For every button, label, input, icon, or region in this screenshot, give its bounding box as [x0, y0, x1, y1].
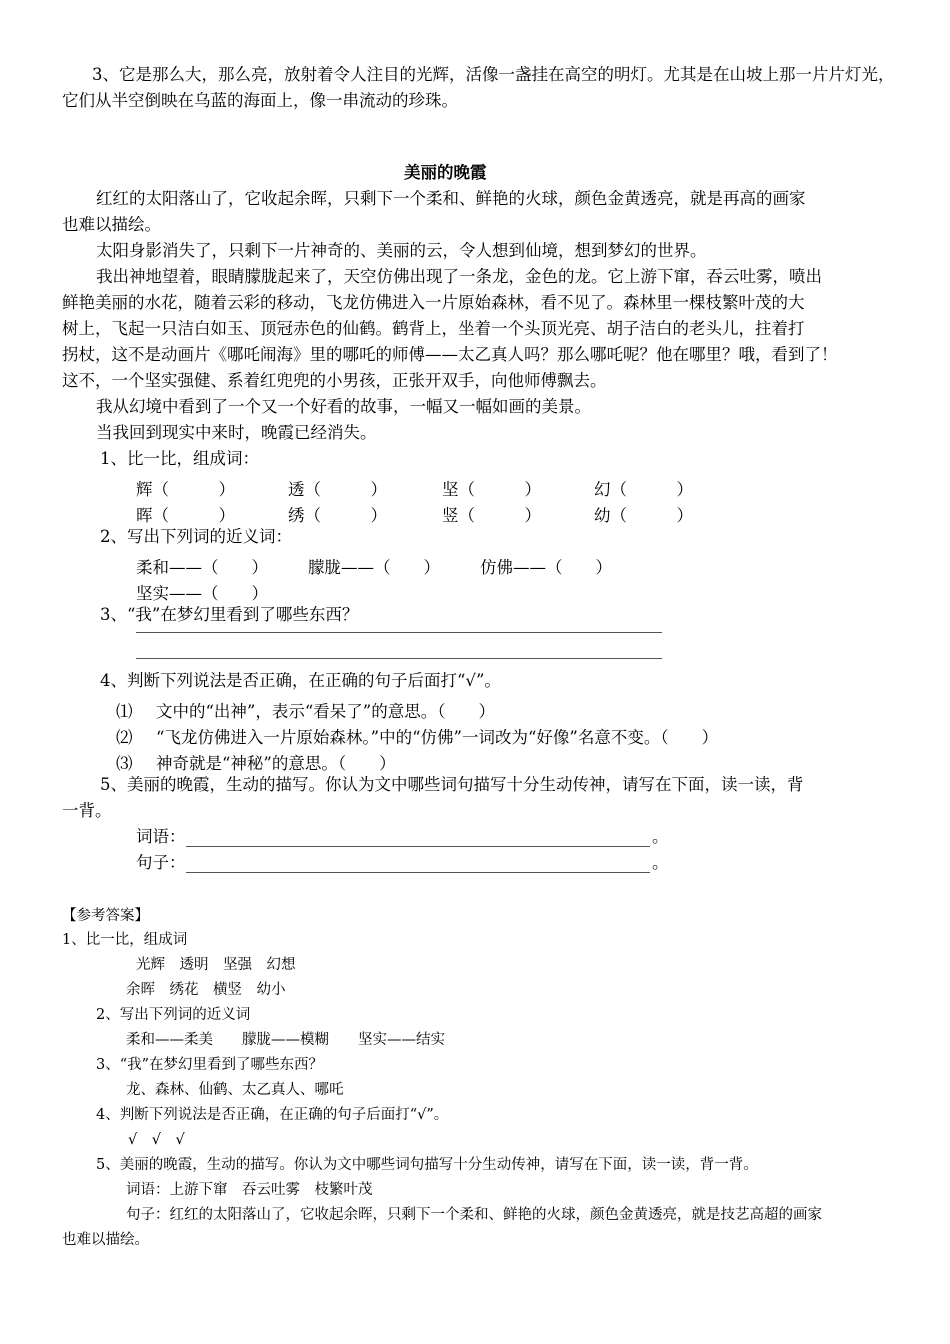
- answer-4-row: √ √ √: [128, 1132, 185, 1148]
- answer-5-sentence: 也难以描绘。: [62, 1232, 149, 1248]
- answer-1-row: 光辉 透明 坚强 幻想: [136, 957, 296, 973]
- answer-1-label: 1、比一比，组成词: [62, 932, 188, 948]
- question-3-label: 3、“我”在梦幻里看到了哪些东西？: [100, 605, 359, 624]
- answer-3-row: 龙、森林、仙鹤、太乙真人、哪吒: [126, 1082, 344, 1098]
- q1-blank[interactable]: 幻（ ）: [594, 480, 693, 499]
- sentence-end: 。: [652, 853, 669, 872]
- q4-item-number: ⑵: [116, 728, 133, 747]
- q4-item[interactable]: 神奇就是“神秘”的意思。（ ）: [156, 754, 396, 773]
- words-label: 词语：: [136, 827, 186, 846]
- answer-4-label: 4、判断下列说法是否正确，在正确的句子后面打“√”。: [96, 1107, 449, 1123]
- passage-line: 我出神地望着，眼睛朦胧起来了，天空仿佛出现了一条龙，金色的龙。它上游下窜，吞云吐雾，喷出: [96, 267, 822, 286]
- passage-line: 红红的太阳落山了，它收起余晖，只剩下一个柔和、鲜艳的火球，颜色金黄透亮，就是再高的画家: [96, 189, 806, 208]
- q2-blank[interactable]: 坚实——（ ）: [136, 584, 268, 603]
- answers-header: 【参考答案】: [62, 908, 149, 924]
- passage-line: 这不，一个坚实强健、系着红兜兜的小男孩，正张开双手，向他师傅飘去。: [62, 371, 607, 390]
- passage-line: 我从幻境中看到了一个又一个好看的故事，一幅又一幅如画的美景。: [96, 397, 591, 416]
- q1-blank[interactable]: 透（ ）: [288, 480, 387, 499]
- words-end: 。: [652, 827, 669, 846]
- answer-1-row: 余晖 绣花 横竖 幼小: [126, 982, 286, 998]
- answer-line[interactable]: [136, 632, 662, 633]
- answer-line[interactable]: [136, 658, 662, 659]
- passage-line: 太阳身影消失了，只剩下一片神奇的、美丽的云，令人想到仙境，想到梦幻的世界。: [96, 241, 707, 260]
- passage-title: 美丽的晚霞: [404, 163, 487, 182]
- q1-blank[interactable]: 坚（ ）: [442, 480, 541, 499]
- passage-line: 当我回到现实中来时，晚霞已经消失。: [96, 423, 377, 442]
- q1-blank[interactable]: 竖（ ）: [442, 506, 541, 525]
- q4-item[interactable]: “飞龙仿佛进入一片原始森林。”中的“仿佛”一词改为“好像”名意不变。（ ）: [156, 728, 719, 747]
- answer-2-row: 柔和——柔美 朦胧——模糊 坚实——结实: [126, 1032, 445, 1048]
- q1-blank[interactable]: 辉（ ）: [136, 480, 235, 499]
- q1-blank[interactable]: 晖（ ）: [136, 506, 235, 525]
- question-5-line: 一背。: [62, 801, 112, 820]
- sentence-label: 句子：: [136, 853, 186, 872]
- q4-item-number: ⑶: [116, 754, 133, 773]
- question-2-label: 2、写出下列词的近义词：: [100, 527, 292, 546]
- q2-blank[interactable]: 朦胧——（ ）: [308, 558, 440, 577]
- passage-line: 也难以描绘。: [62, 215, 161, 234]
- top-item-line: 它们从半空倒映在乌蓝的海面上，像一串流动的珍珠。: [62, 91, 458, 110]
- q2-blank[interactable]: 柔和——（ ）: [136, 558, 268, 577]
- q4-item[interactable]: 文中的“出神”，表示“看呆了”的意思。（ ）: [156, 702, 495, 721]
- passage-line: 拐杖，这不是动画片《哪吒闹海》里的哪吒的师傅——太乙真人吗？那么哪吒呢？他在哪里？哦，看到了！: [62, 345, 838, 364]
- answer-5-sentence: 句子：红红的太阳落山了，它收起余晖，只剩下一个柔和、鲜艳的火球，颜色金黄透亮，就是技艺高超的画家: [126, 1207, 822, 1223]
- q1-blank[interactable]: 绣（ ）: [288, 506, 387, 525]
- question-5-line: 5、美丽的晚霞，生动的描写。你认为文中哪些词句描写十分生动传神，请写在下面，读一读，背: [100, 775, 804, 794]
- answer-5-label: 5、美丽的晚霞，生动的描写。你认为文中哪些词句描写十分生动传神，请写在下面，读一读，背一背。: [96, 1157, 758, 1173]
- q4-item-number: ⑴: [116, 702, 133, 721]
- question-1-label: 1、比一比，组成词：: [100, 449, 259, 468]
- question-4-label: 4、判断下列说法是否正确，在正确的句子后面打“√”。: [100, 671, 501, 690]
- top-item-line: 3、它是那么大，那么亮，放射着令人注目的光辉，活像一盏挂在高空的明灯。尤其是在山坡上那一片片灯光，: [92, 65, 895, 84]
- sentence-answer-line[interactable]: [186, 872, 650, 873]
- q2-blank[interactable]: 仿佛——（ ）: [480, 558, 612, 577]
- answer-2-label: 2、写出下列词的近义词: [96, 1007, 251, 1023]
- q1-blank[interactable]: 幼（ ）: [594, 506, 693, 525]
- words-answer-line[interactable]: [186, 846, 650, 847]
- answer-5-words: 词语：上游下窜 吞云吐雾 枝繁叶茂: [126, 1182, 373, 1198]
- passage-line: 树上，飞起一只洁白如玉、顶冠赤色的仙鹤。鹤背上，坐着一个头顶光亮、胡子洁白的老头儿，拄着打: [62, 319, 805, 338]
- answer-3-label: 3、“我”在梦幻里看到了哪些东西？: [96, 1057, 324, 1073]
- passage-line: 鲜艳美丽的水花，随着云彩的移动，飞龙仿佛进入一片原始森林，看不见了。森林里一棵枝繁叶茂的大: [62, 293, 805, 312]
